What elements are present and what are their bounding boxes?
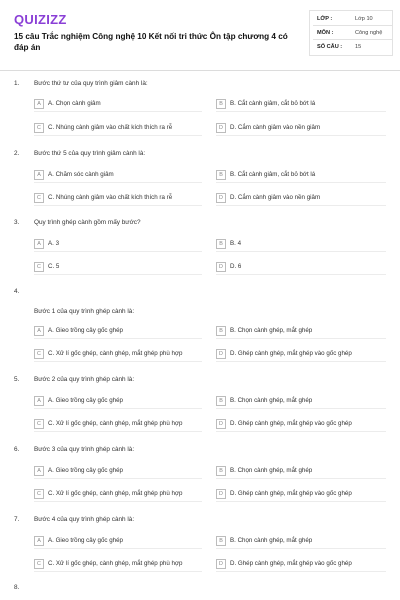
option-text: C. Nhúng cành giâm vào chất kích thích ra rễ: [48, 124, 173, 131]
header-divider: [0, 70, 400, 71]
meta-row-grade: [313, 12, 393, 26]
answer-option-b[interactable]: [216, 324, 386, 337]
question-number: 8.: [14, 584, 20, 591]
option-text: B. Chọn cành ghép, mắt ghép: [230, 537, 313, 544]
option-underline: [34, 431, 202, 432]
question-text: Bước thứ 5 của quy trình giâm cành là:: [34, 150, 146, 157]
answer-option-a[interactable]: [34, 168, 186, 181]
option-text: B. 4: [230, 240, 242, 247]
question-number: 3.: [14, 219, 20, 226]
option-underline: [34, 408, 202, 409]
option-underline: [216, 571, 386, 572]
option-underline: [34, 111, 202, 112]
option-letter-box: C: [34, 193, 44, 203]
answer-option-a[interactable]: [34, 97, 186, 110]
meta-value: Công nghệ: [355, 29, 383, 36]
option-underline: [34, 501, 202, 502]
answer-option-a[interactable]: [34, 324, 186, 337]
question-text: Quy trình ghép cành gồm mấy bước?: [34, 219, 141, 226]
question-text: Bước 3 của quy trình ghép cành là:: [34, 446, 135, 453]
option-letter-box: A: [34, 396, 44, 406]
option-letter-box: D: [216, 349, 226, 359]
question-number: 4.: [14, 288, 20, 295]
option-underline: [216, 251, 386, 252]
option-text: A. Gieo trồng cây gốc ghép: [48, 397, 123, 404]
option-letter-box: D: [216, 123, 226, 133]
question-number: 5.: [14, 376, 20, 383]
option-letter-box: A: [34, 170, 44, 180]
answer-option-b[interactable]: [216, 534, 386, 547]
option-text: C. Xử lí gốc ghép, cành ghép, mắt ghép phù hợp: [48, 350, 183, 357]
answer-option-d[interactable]: [216, 557, 386, 570]
option-text: C. 5: [48, 263, 60, 270]
answer-option-a[interactable]: [34, 464, 186, 477]
answer-option-d[interactable]: [216, 260, 386, 273]
answer-option-c[interactable]: [34, 487, 186, 500]
option-letter-box: A: [34, 326, 44, 336]
option-letter-box: A: [34, 99, 44, 109]
option-letter-box: C: [34, 559, 44, 569]
option-text: D. Ghép cành ghép, mắt ghép vào gốc ghép: [230, 560, 352, 567]
meta-row-count: [313, 40, 393, 54]
answer-option-a[interactable]: [34, 394, 186, 407]
option-underline: [34, 251, 202, 252]
option-letter-box: D: [216, 193, 226, 203]
option-letter-box: D: [216, 559, 226, 569]
meta-row-subject: [313, 26, 393, 40]
option-underline: [216, 205, 386, 206]
question-number: 7.: [14, 516, 20, 523]
option-text: A. Gieo trồng cây gốc ghép: [48, 537, 123, 544]
option-underline: [216, 274, 386, 275]
option-text: D. 6: [230, 263, 242, 270]
option-text: A. Chăm sóc cành giâm: [48, 171, 114, 178]
option-underline: [34, 205, 202, 206]
option-letter-box: B: [216, 466, 226, 476]
answer-option-c[interactable]: [34, 121, 186, 134]
answer-option-d[interactable]: [216, 121, 386, 134]
option-underline: [216, 408, 386, 409]
answer-option-b[interactable]: [216, 237, 386, 250]
meta-table: [313, 12, 393, 54]
option-text: D. Cắm cành giâm vào nền giâm: [230, 124, 321, 131]
option-letter-box: B: [216, 396, 226, 406]
option-text: B. Chọn cành ghép, mắt ghép: [230, 397, 313, 404]
option-underline: [216, 361, 386, 362]
option-underline: [34, 274, 202, 275]
answer-option-b[interactable]: [216, 168, 386, 181]
option-text: A. Gieo trồng cây gốc ghép: [48, 327, 123, 334]
option-text: A. Gieo trồng cây gốc ghép: [48, 467, 123, 474]
option-letter-box: A: [34, 536, 44, 546]
option-text: D. Cắm cành giâm vào nền giâm: [230, 194, 321, 201]
answer-option-c[interactable]: [34, 417, 186, 430]
option-letter-box: A: [34, 466, 44, 476]
question-text: Bước 4 của quy trình ghép cành là:: [34, 516, 135, 523]
option-underline: [216, 135, 386, 136]
option-letter-box: D: [216, 419, 226, 429]
option-underline: [216, 478, 386, 479]
question-text: Bước thứ tư của quy trình giâm cành là:: [34, 80, 148, 87]
answer-option-b[interactable]: [216, 394, 386, 407]
option-letter-box: D: [216, 489, 226, 499]
option-underline: [216, 111, 386, 112]
answer-option-d[interactable]: [216, 191, 386, 204]
option-underline: [34, 478, 202, 479]
option-text: C. Xử lí gốc ghép, cành ghép, mắt ghép phù hợp: [48, 490, 183, 497]
option-letter-box: B: [216, 99, 226, 109]
question-text: Bước 1 của quy trình ghép cành là:: [34, 308, 135, 315]
meta-value: 15: [355, 44, 362, 50]
answer-option-c[interactable]: [34, 260, 186, 273]
option-text: C. Nhúng cành giâm vào chất kích thích ra rễ: [48, 194, 173, 201]
answer-option-d[interactable]: [216, 487, 386, 500]
meta-label: LỚP :: [317, 15, 333, 22]
option-letter-box: C: [34, 419, 44, 429]
answer-option-d[interactable]: [216, 417, 386, 430]
answer-option-c[interactable]: [34, 347, 186, 360]
option-letter-box: A: [34, 239, 44, 249]
option-underline: [34, 548, 202, 549]
meta-label: SỐ CÂU :: [317, 44, 343, 50]
answer-option-c[interactable]: [34, 191, 186, 204]
question-number: 2.: [14, 150, 20, 157]
option-text: B. Cắt cành giâm, cắt bỏ bớt lá: [230, 100, 316, 107]
answer-option-a[interactable]: [34, 534, 186, 547]
meta-value: Lớp 10: [355, 15, 373, 22]
answer-option-b[interactable]: [216, 464, 386, 477]
option-text: B. Cắt cành giâm, cắt bỏ bớt lá: [230, 171, 316, 178]
option-text: D. Ghép cành ghép, mắt ghép vào gốc ghép: [230, 490, 352, 497]
option-letter-box: B: [216, 326, 226, 336]
option-letter-box: C: [34, 262, 44, 272]
option-letter-box: C: [34, 489, 44, 499]
worksheet-title: 15 câu Trắc nghiệm Công nghệ 10 Kết nối tri thức Ôn tập chương 4 có đáp án: [14, 32, 288, 52]
meta-label: MÔN :: [317, 29, 334, 36]
option-letter-box: B: [216, 170, 226, 180]
option-underline: [34, 571, 202, 572]
option-text: D. Ghép cành ghép, mắt ghép vào gốc ghép: [230, 350, 352, 357]
option-underline: [34, 135, 202, 136]
answer-option-b[interactable]: [216, 97, 386, 110]
answer-option-a[interactable]: [34, 237, 186, 250]
option-underline: [34, 338, 202, 339]
question-number: 6.: [14, 446, 20, 453]
option-underline: [216, 338, 386, 339]
option-underline: [216, 548, 386, 549]
option-text: D. Ghép cành ghép, mắt ghép vào gốc ghép: [230, 420, 352, 427]
question-number: 1.: [14, 80, 20, 87]
option-underline: [34, 182, 202, 183]
option-text: B. Chọn cành ghép, mắt ghép: [230, 467, 313, 474]
option-text: A. 3: [48, 240, 60, 247]
option-letter-box: C: [34, 349, 44, 359]
option-underline: [216, 182, 386, 183]
answer-option-c[interactable]: [34, 557, 186, 570]
option-letter-box: C: [34, 123, 44, 133]
option-text: A. Chọn cành giâm: [48, 100, 101, 107]
worksheet-header: [0, 0, 400, 72]
option-text: C. Xử lí gốc ghép, cành ghép, mắt ghép phù hợp: [48, 420, 183, 427]
question-text: Bước 2 của quy trình ghép cành là:: [34, 376, 135, 383]
option-underline: [216, 501, 386, 502]
quizizz-logo: QUIZIZZ: [14, 12, 67, 27]
option-letter-box: D: [216, 262, 226, 272]
option-letter-box: B: [216, 239, 226, 249]
option-letter-box: B: [216, 536, 226, 546]
answer-option-d[interactable]: [216, 347, 386, 360]
option-text: C. Xử lí gốc ghép, cành ghép, mắt ghép phù hợp: [48, 560, 183, 567]
option-underline: [216, 431, 386, 432]
option-text: B. Chọn cành ghép, mắt ghép: [230, 327, 313, 334]
option-underline: [34, 361, 202, 362]
